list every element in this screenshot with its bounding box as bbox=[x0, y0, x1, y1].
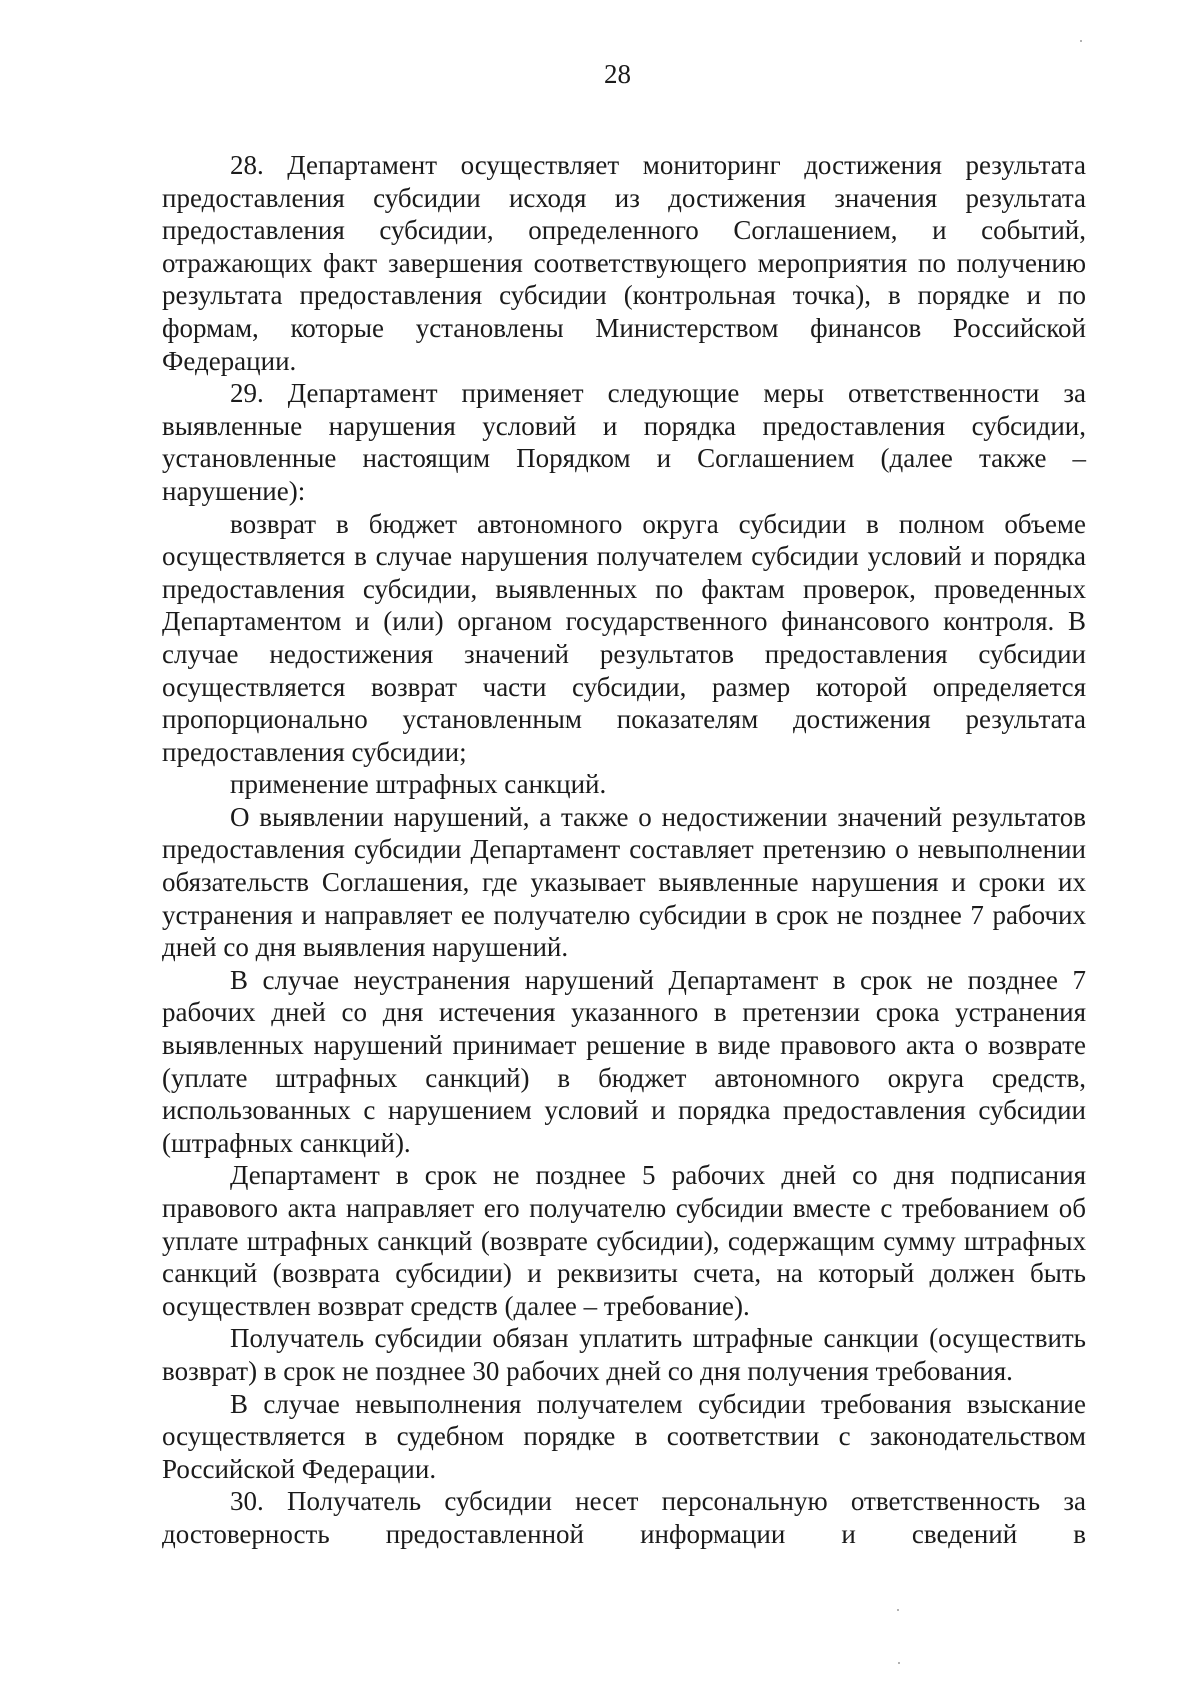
paragraph-legal-act: Департамент в срок не позднее 5 рабочих дней со дня подписания правового акта направляет его получателю субсидии вместе с требованием об уплате штрафных санкций (возврате субсидии), содержащим сумму штрафных санкций (возврата субсидии) и реквизиты счета, на который должен быть осуществлен возврат средств (далее – требование). bbox=[162, 1160, 1086, 1321]
paragraph-court-recovery: В случае невыполнения получателем субсидии требования взыскание осуществляется в судебном порядке в соответствии с законодательством Российской Федерации. bbox=[162, 1388, 1086, 1484]
paragraph-refund-full: возврат в бюджет автономного округа субсидии в полном объеме осуществляется в случае нарушения получателем субсидии условий и порядка предоставления субсидии, выявленных по фактам проверок, проведенных Департаментом и (или) органом государственного финансового контроля. В случае недостижения значений результатов предоставления субсидии осуществляется возврат части субсидии, размер которой определяется пропорционально установленным показателям достижения результата предоставления субсидии; bbox=[162, 508, 1086, 767]
paragraph-29: 29. Департамент применяет следующие меры ответственности за выявленные нарушения условий и порядка предоставления субсидии, установленные настоящим Порядком и Соглашением (далее также – нарушение): bbox=[162, 378, 1086, 506]
paragraph-claim: О выявлении нарушений, а также о недостижении значений результатов предоставления субсидии Департамент составляет претензию о невыполнении обязательств Соглашения, где указывает выявленные нарушения и сроки их устранения и направляет ее получателю субсидии в срок не позднее 7 рабочих дней со дня выявления нарушений. bbox=[162, 801, 1086, 963]
paragraph-30: 30. Получатель субсидии несет персональную ответственность за достоверность предоставленной информации и сведений в bbox=[162, 1486, 1086, 1549]
scan-speck bbox=[897, 1609, 899, 1611]
scan-speck bbox=[898, 1662, 900, 1664]
paragraph-non-elimination: В случае неустранения нарушений Департамент в срок не позднее 7 рабочих дней со дня истечения указанного в претензии срока устранения выявленных нарушений принимает решение в виде правового акта о возврате (уплате штрафных санкций) в бюджет автономного округа средств, использованных с нарушением условий и порядка предоставления субсидии (штрафных санкций). bbox=[162, 964, 1086, 1158]
paragraph-penalties: применение штрафных санкций. bbox=[230, 769, 607, 800]
scan-speck bbox=[1080, 40, 1082, 42]
paragraph-payment-term: Получатель субсидии обязан уплатить штрафные санкции (осуществить возврат) в срок не позднее 30 рабочих дней со дня получения требования. bbox=[162, 1323, 1086, 1386]
paragraph-28: 28. Департамент осуществляет мониторинг достижения результата предоставления субсидии исходя из достижения значения результата предоставления субсидии, определенного Соглашением, и событий, отражающих факт завершения соответствующего мероприятия по получению результата предоставления субсидии (контрольная точка), в порядке и по формам, которые установлены Министерством финансов Российской Федерации. bbox=[162, 150, 1086, 376]
page-number: 28 bbox=[604, 59, 631, 89]
document-body bbox=[162, 149, 1086, 1551]
